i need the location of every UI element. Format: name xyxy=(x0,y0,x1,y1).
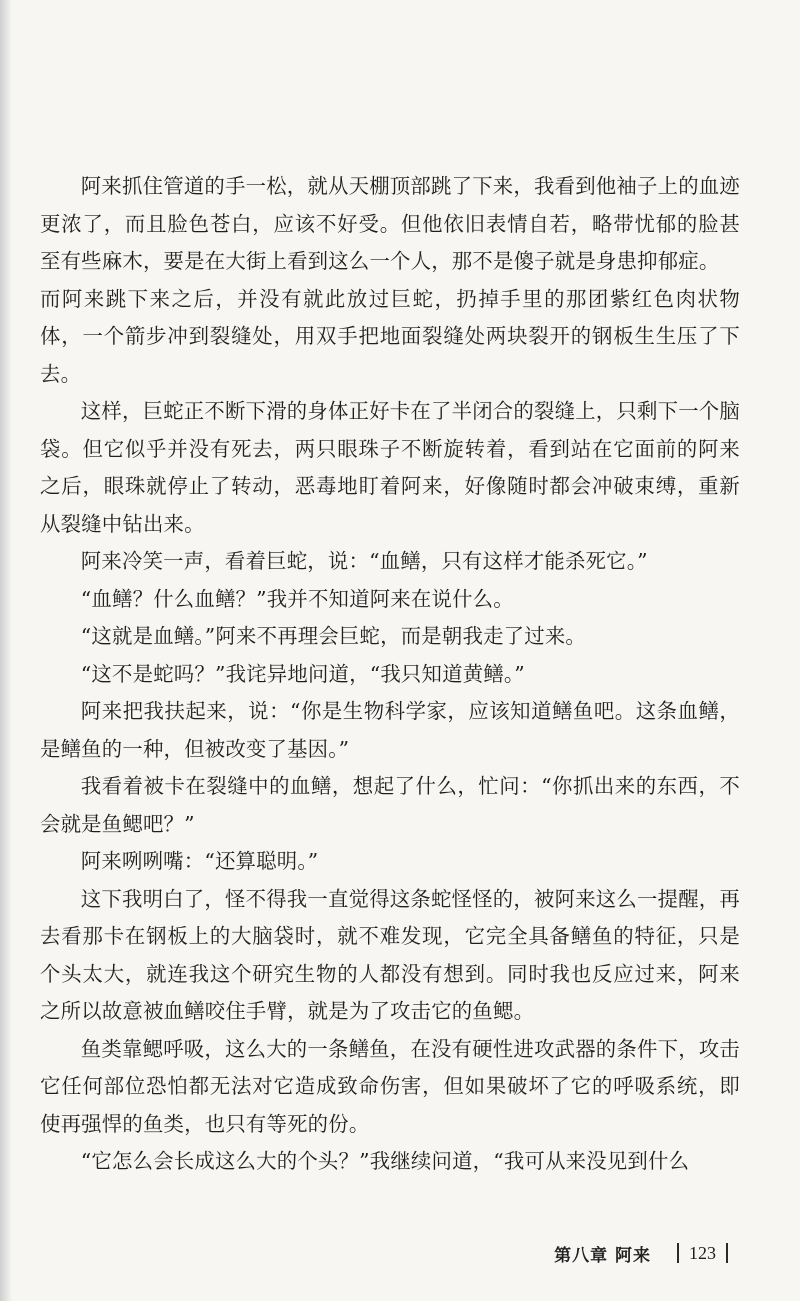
footer-divider xyxy=(677,1243,679,1263)
paragraph: “这不是蛇吗？”我诧异地问道，“我只知道黄鳝。” xyxy=(80,661,525,686)
paragraph: 阿来抓住管道的手一松，就从天棚顶部跳了下来，我看到他袖子上的血迹更浓了，而且脸色苍白，应该不好受。但他依旧表情自若，略带忧郁的脸甚至有些麻木，要是在大街上看到这么一个人，那不是傻子就是身患抑郁症。 xyxy=(40,174,740,273)
page-number: 123 xyxy=(689,1242,716,1263)
paragraph: 阿来冷笑一声，看着巨蛇，说：“血鳝，只有这样才能杀死它。” xyxy=(80,549,648,573)
paragraph: “这就是血鳝。”阿来不再理会巨蛇，而是朝我走了过来。 xyxy=(80,624,587,648)
page-gutter-shadow xyxy=(0,0,12,1301)
page-body xyxy=(40,168,740,1228)
chapter-title: 第八章 阿来 xyxy=(554,1245,651,1266)
paragraph: 阿来咧咧嘴：“还算聪明。” xyxy=(80,849,319,873)
page-footer xyxy=(554,1238,728,1268)
paragraph: 这样，巨蛇正不断下滑的身体正好卡在了半闭合的裂缝上，只剩下一个脑袋。但它似乎并没有死去，两只眼珠子不断旋转着，看到站在它面前的阿来之后，眼珠就停止了转动，恶毒地盯着阿来，好像随时都会冲破束缚，重新从裂缝中钻出来。 xyxy=(40,399,740,536)
paragraph: 我看着被卡在裂缝中的血鳝，想起了什么，忙问：“你抓出来的东西，不会就是鱼鳃吧？” xyxy=(40,774,740,836)
paragraph: “它怎么会长成这么大的个头？”我继续问道，“我可从来没见到什么 xyxy=(80,1149,690,1173)
paragraph: 鱼类靠鳃呼吸，这么大的一条鳝鱼，在没有硬性进攻武器的条件下，攻击它任何部位恐怕都无法对它造成致命伤害，但如果破坏了它的呼吸系统，即使再强悍的鱼类，也只有等死的份。 xyxy=(40,1036,740,1136)
paragraph: 阿来把我扶起来，说：“你是生物科学家，应该知道鳝鱼吧。这条血鳝，是鳝鱼的一种，但被改变了基因。” xyxy=(40,699,740,761)
paragraph: 而阿来跳下来之后，并没有就此放过巨蛇，扔掉手里的那团紫红色肉状物体，一个箭步冲到裂缝处，用双手把地面裂缝处两块裂开的钢板生生压了下去。 xyxy=(40,286,740,386)
paragraph: 这下我明白了，怪不得我一直觉得这条蛇怪怪的，被阿来这么一提醒，再去看那卡在钢板上的大脑袋时，就不难发现，它完全具备鳝鱼的特征，只是个头太大，就连我这个研究生物的人都没有想到。同时我也反应过来，阿来之所以故意被血鳝咬住手臂，就是为了攻击它的鱼鳃。 xyxy=(40,886,740,1023)
paragraph: “血鳝？什么血鳝？”我并不知道阿来在说什么。 xyxy=(80,586,514,611)
footer-divider xyxy=(726,1243,728,1263)
